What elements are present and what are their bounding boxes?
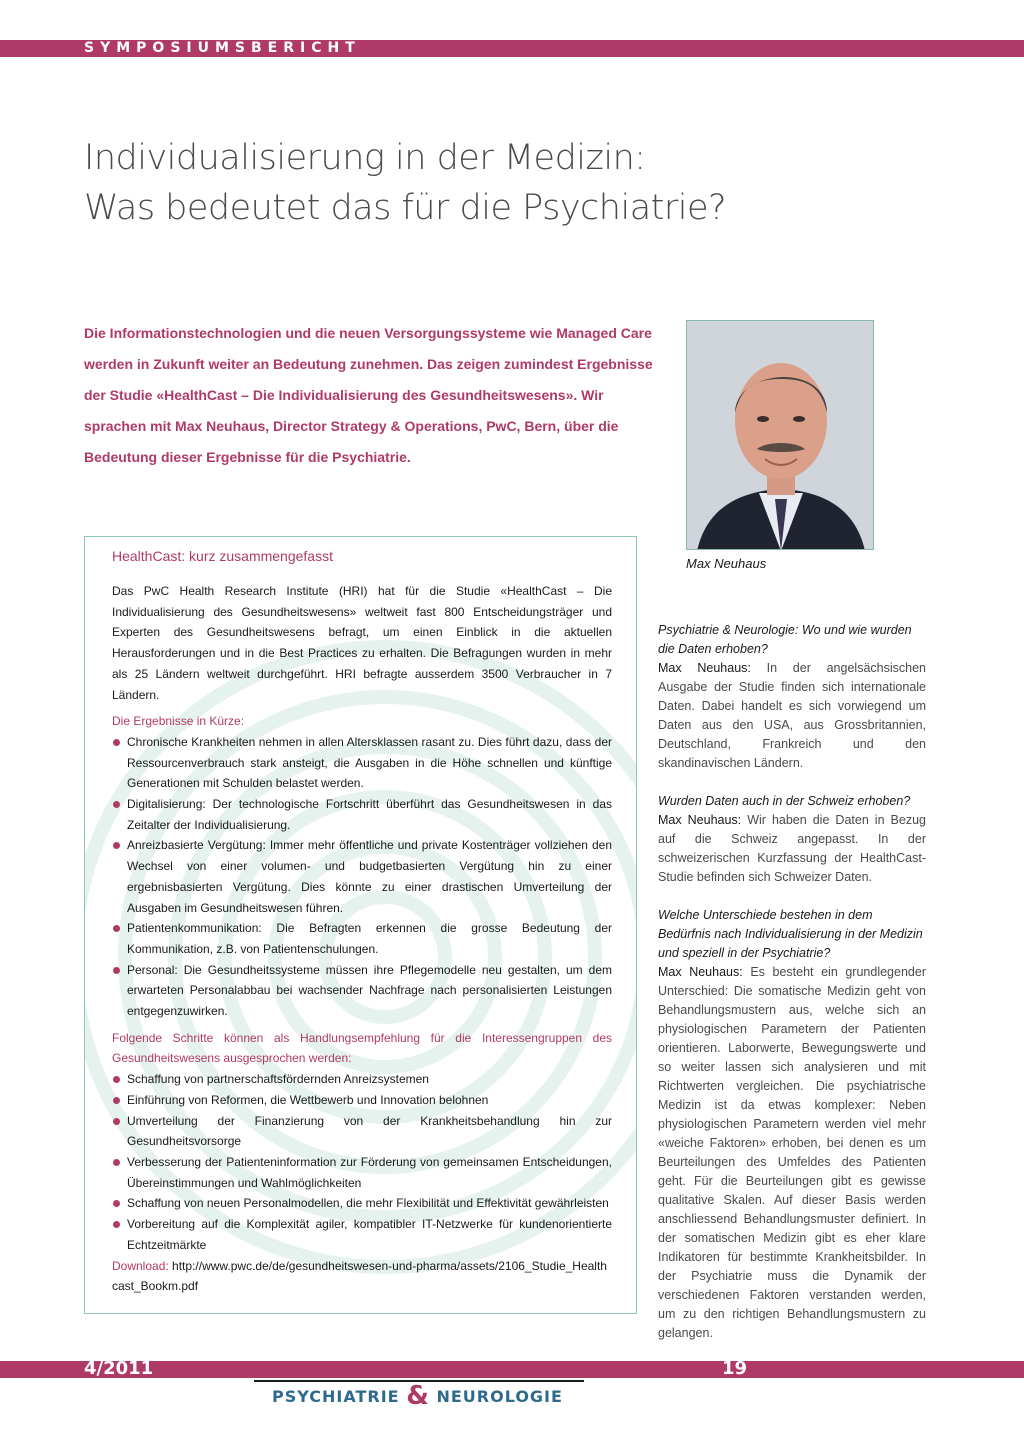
article-title: [84, 133, 944, 233]
portrait-illustration: [687, 321, 874, 550]
article-intro: Die Informationstechnologien und die neuen Versorgungssysteme wie Managed Care werden in Zukunft weiter an Bedeutung zunehmen. Das zeigen zumindest Ergebnisse der Studie «HealthCast – Die Individualisierung des Gesundheitswesens». Wir sprachen mit Max Neuhaus, Director Strategy & Operations, PwC, Bern, über die Bedeutung dieser Ergebnisse für die Psychiatrie.: [84, 325, 653, 465]
question-2: Wurden Daten auch in der Schweiz erhoben?: [658, 794, 911, 808]
footer-bar: [0, 1361, 1024, 1378]
portrait-photo: [686, 320, 874, 550]
answer-2: Max Neuhaus: Wir haben die Daten in Bezug auf die Schweiz angepasst. In der schweizerischen Kurzfassung der HealthCast-Studie befinden sich Schweizer Daten.: [658, 813, 926, 884]
list-item: Personal: Die Gesundheitssysteme müssen ihre Pflegemodelle neu gestalten, um dem erwarteten Personalabbau bei wachsender Nachfrage nach personalisierten Leistungen entgegenzuwirken.: [112, 960, 612, 1022]
logo-right-text: NEUROLOGIE: [436, 1387, 563, 1406]
steps-list: [112, 1069, 612, 1255]
download-link[interactable]: http://www.pwc.de/de/gesundheitswesen-und-pharma/assets/2106_Studie_Healthcast_Bookm.pdf: [112, 1258, 607, 1294]
bullet-icon: [113, 1076, 120, 1083]
bullet-icon: [113, 801, 120, 808]
bullet-icon: [113, 967, 120, 974]
list-item: Schaffung von neuen Personalmodellen, die mehr Flexibilität und Effektivität gewährleisten: [112, 1193, 612, 1214]
list-item: Digitalisierung: Der technologische Fortschritt überführt das Gesundheitswesen in das Zeitalter der Individualisierung.: [112, 794, 612, 835]
list-item: Patientenkommunikation: Die Befragten erkennen die grosse Bedeutung der Kommunikation, z.B. von Patientenschulungen.: [112, 918, 612, 959]
download-line: [112, 1256, 612, 1297]
results-heading: Die Ergebnisse in Kürze:: [112, 714, 245, 729]
summary-box: [84, 536, 637, 1314]
logo-left-text: PSYCHIATRIE: [272, 1387, 400, 1406]
section-header-bar: [0, 40, 1024, 57]
question-1: Psychiatrie & Neurologie: Wo und wie wurden die Daten erhoben?: [658, 623, 912, 656]
list-item: Anreizbasierte Vergütung: Immer mehr öffentliche und private Kostenträger vollziehen den Wechsel von einer volumen- und budgetbasierten Vergütung hin zu einer ergebnisbasierten Vergütung. Dies könnte zu einer drastischen Umverteilung der Ausgaben im Gesundheitswesen führen.: [112, 835, 612, 918]
answer-3: Max Neuhaus: Es besteht ein grundlegender Unterschied: Die somatische Medizin geht von Behandlungsmustern aus, welche sich an physiologischen Parametern der Patienten orientieren. Laborwerte, Bewegungswerte und so weiter lassen sich analysieren und mit Richtwerten vergleichen. Die psychiatrische Medizin ist da etwas komplexer: Neben physiologischen Parametern werden viel mehr «weiche Faktoren» erhoben, bei denen es um Beurteilungen des Umfeldes des Patienten geht. Für die Beurteilungen gibt es gewisse qualitative Skalen. Auf dieser Basis werden anschliessend Behandlungsmuster definiert. In der somatischen Medizin gibt es eher klare Indikatoren für bestimmte Krankheitsbilder. In der Psychiatrie muss die Dynamik der verschiedenen Faktoren verstanden werden, um zu den richtigen Behandlungsmustern zu gelangen.: [658, 965, 926, 1340]
box-title: HealthCast: kurz zusammengefasst: [112, 548, 333, 564]
box-body: [112, 581, 612, 1297]
bullet-icon: [113, 739, 120, 746]
logo-ampersand: &: [406, 1381, 430, 1411]
list-item: Einführung von Reformen, die Wettbewerb und Innovation belohnen: [112, 1090, 612, 1111]
page-number: 19: [722, 1358, 748, 1379]
bullet-icon: [113, 842, 120, 849]
download-label: Download:: [112, 1258, 169, 1273]
issue-number: 4/2011: [84, 1358, 154, 1379]
article-title-line-2: Was bedeutet das für die Psychiatrie?: [84, 188, 727, 228]
list-item: Vorbereitung auf die Komplexität agiler, kompatibler IT-Netzwerke für kundenorientierte Echtzeitmärkte: [112, 1214, 612, 1255]
answer-1: Max Neuhaus: In der angelsächsischen Ausgabe der Studie finden sich internationale Daten. Dabei handelt es sich vorwiegend um Daten aus den USA, aus Grossbritannien, Deutschland, Frankreich und den skandinavischen Ländern.: [658, 661, 926, 770]
photo-caption: Max Neuhaus: [686, 556, 767, 571]
bullet-icon: [113, 1221, 120, 1228]
bullet-icon: [113, 925, 120, 932]
box-paragraph: Das PwC Health Research Institute (HRI) hat für die Studie «HealthCast – Die Individualisierung des Gesundheitswesens» weltweit fast 800 Entscheidungsträger und Experten des Gesundheitswesens befragt, um einen Einblick in die aktuellen Herausforderungen und in die Best Practices zu erhalten. Die Befragungen wurden in mehr als 25 Ländern weltweit durchgeführt. HRI befragte ausserdem 3500 Verbraucher in 7 Ländern.: [112, 584, 612, 702]
results-list: [112, 732, 612, 1022]
section-label: SYMPOSIUMSBERICHT: [84, 40, 361, 56]
steps-heading: Folgende Schritte können als Handlungsempfehlung für die Interessengruppen des Gesundheitswesens ausgesprochen werden:: [112, 1030, 612, 1066]
bullet-icon: [113, 1097, 120, 1104]
bullet-icon: [113, 1159, 120, 1166]
list-item: Verbesserung der Patienteninformation zur Förderung von gemeinsamen Entscheidungen, Übereinstimmungen und Wahlmöglichkeiten: [112, 1152, 612, 1193]
bullet-icon: [113, 1200, 120, 1207]
journal-logo: [272, 1381, 563, 1412]
interview-column: [658, 621, 926, 1343]
list-item: Schaffung von partnerschaftsfördernden Anreizsystemen: [112, 1069, 612, 1090]
list-item: Umverteilung der Finanzierung von der Krankheitsbehandlung hin zur Gesundheitsvorsorge: [112, 1111, 612, 1152]
question-3: Welche Unterschiede bestehen in dem Bedürfnis nach Individualisierung in der Medizin und speziell in der Psychiatrie?: [658, 908, 923, 960]
list-item: Chronische Krankheiten nehmen in allen Altersklassen rasant zu. Dies führt dazu, dass der Ressourcenverbrauch stark ansteigt, die Ausgaben in die Höhe schnellen und künftige Generationen mit Schulden belastet werden.: [112, 732, 612, 794]
article-title-line-1: Individualisierung in der Medizin:: [84, 138, 646, 178]
bullet-icon: [113, 1118, 120, 1125]
